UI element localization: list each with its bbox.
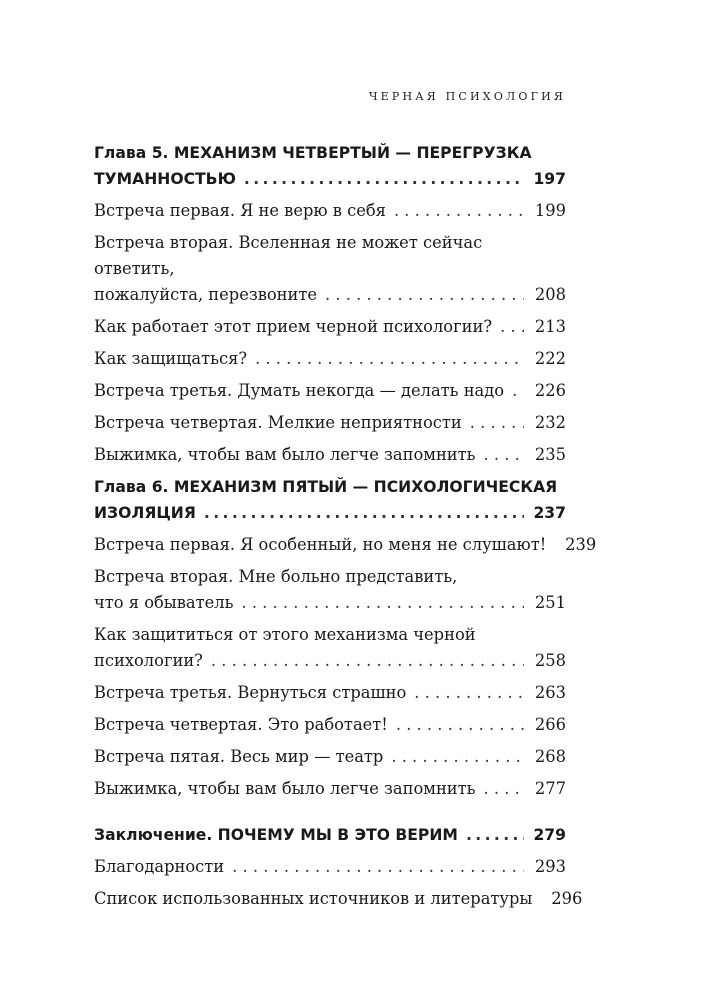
- toc-entry[interactable]: [94, 314, 566, 340]
- entry-title: Как защищаться?: [94, 349, 248, 368]
- dot-leader: [484, 776, 524, 802]
- entry-title: Выжимка, чтобы вам было легче запомнить: [94, 445, 476, 464]
- dot-leader: [500, 314, 524, 340]
- toc-chapter-entry[interactable]: [94, 822, 566, 848]
- entry-title: Встреча первая. Я особенный, но меня не слушают!: [94, 535, 547, 554]
- page-number: 197: [533, 170, 566, 188]
- page-number: 258: [534, 651, 566, 670]
- entry-title-line: Глава 6. МЕХАНИЗМ ПЯТЫЙ — ПСИХОЛОГИЧЕСКАЯ: [94, 478, 558, 496]
- entry-title: Встреча пятая. Весь мир — театр: [94, 747, 384, 766]
- toc-chapter-entry[interactable]: [94, 140, 566, 192]
- entry-title-line: Встреча вторая. Мне больно представить,: [94, 567, 458, 586]
- entry-title: что я обыватель: [94, 593, 234, 612]
- entry-title-line: Как защититься от этого механизма черной: [94, 625, 476, 644]
- page-number: 237: [533, 504, 566, 522]
- page-number: 296: [551, 889, 583, 908]
- entry-title-line: Встреча вторая. Вселенная не может сейчас ответить,: [94, 233, 483, 278]
- toc-entry[interactable]: [94, 712, 566, 738]
- entry-title-line: Глава 5. МЕХАНИЗМ ЧЕТВЕРТЫЙ — ПЕРЕГРУЗКА: [94, 144, 532, 162]
- page-number: 251: [534, 593, 566, 612]
- entry-title: ТУМАННОСТЬЮ: [94, 170, 236, 188]
- entry-title: ИЗОЛЯЦИЯ: [94, 504, 196, 522]
- toc-entry[interactable]: [94, 744, 566, 770]
- entry-title: Встреча третья. Думать некогда — делать надо: [94, 381, 505, 400]
- dot-leader: [396, 712, 524, 738]
- toc-entry[interactable]: [94, 230, 566, 308]
- dot-leader: [466, 822, 524, 848]
- page-number: 293: [534, 857, 566, 876]
- dot-leader: [414, 680, 524, 706]
- entry-title: Встреча первая. Я не верю в себя: [94, 201, 386, 220]
- toc-entry[interactable]: [94, 198, 566, 224]
- page-number: 279: [533, 826, 566, 844]
- toc-entry[interactable]: [94, 886, 583, 912]
- entry-title: Благодарности: [94, 857, 225, 876]
- dot-leader: [204, 500, 524, 526]
- dot-leader: [394, 198, 524, 224]
- toc-entry[interactable]: [94, 442, 566, 468]
- entry-title: Список использованных источников и литературы: [94, 889, 533, 908]
- entry-title: пожалуйста, перезвоните: [94, 285, 318, 304]
- page-number: 266: [534, 715, 566, 734]
- running-head: ЧЕРНАЯ ПСИХОЛОГИЯ: [368, 90, 566, 103]
- toc-entry[interactable]: [94, 532, 597, 558]
- entry-title: Выжимка, чтобы вам было легче запомнить: [94, 779, 476, 798]
- page-number: 268: [534, 747, 566, 766]
- toc-chapter-entry[interactable]: [94, 474, 566, 526]
- entry-title: психологии?: [94, 651, 203, 670]
- page-number: 263: [534, 683, 566, 702]
- dot-leader: [244, 166, 524, 192]
- table-of-contents: [94, 140, 597, 918]
- toc-entry[interactable]: [94, 622, 566, 674]
- toc-entry[interactable]: [94, 680, 566, 706]
- entry-title: Встреча четвертая. Это работает!: [94, 715, 388, 734]
- dot-leader: [512, 378, 524, 404]
- entry-title: Заключение. ПОЧЕМУ МЫ В ЭТО ВЕРИМ: [94, 826, 458, 844]
- dot-leader: [325, 282, 524, 308]
- dot-leader: [211, 648, 524, 674]
- dot-leader: [391, 744, 524, 770]
- page-number: 226: [534, 381, 566, 400]
- entry-title: Встреча третья. Вернуться страшно: [94, 683, 407, 702]
- dot-leader: [241, 590, 524, 616]
- toc-entry[interactable]: [94, 854, 566, 880]
- toc-entry[interactable]: [94, 346, 566, 372]
- page-number: 213: [534, 317, 566, 336]
- page-number: 232: [534, 413, 566, 432]
- dot-leader: [484, 442, 524, 468]
- entry-title: Встреча четвертая. Мелкие неприятности: [94, 413, 462, 432]
- toc-entry[interactable]: [94, 410, 566, 436]
- dot-leader: [255, 346, 524, 372]
- page-number: 277: [534, 779, 566, 798]
- entry-title: Как работает этот прием черной психологии?: [94, 317, 493, 336]
- dot-leader: [470, 410, 524, 436]
- page-number: 222: [534, 349, 566, 368]
- page-number: 235: [534, 445, 566, 464]
- page-number: 208: [534, 285, 566, 304]
- page-number: 239: [565, 535, 597, 554]
- toc-entry[interactable]: [94, 564, 566, 616]
- toc-entry[interactable]: [94, 776, 566, 802]
- dot-leader: [232, 854, 524, 880]
- toc-entry[interactable]: [94, 378, 566, 404]
- page-number: 199: [534, 201, 566, 220]
